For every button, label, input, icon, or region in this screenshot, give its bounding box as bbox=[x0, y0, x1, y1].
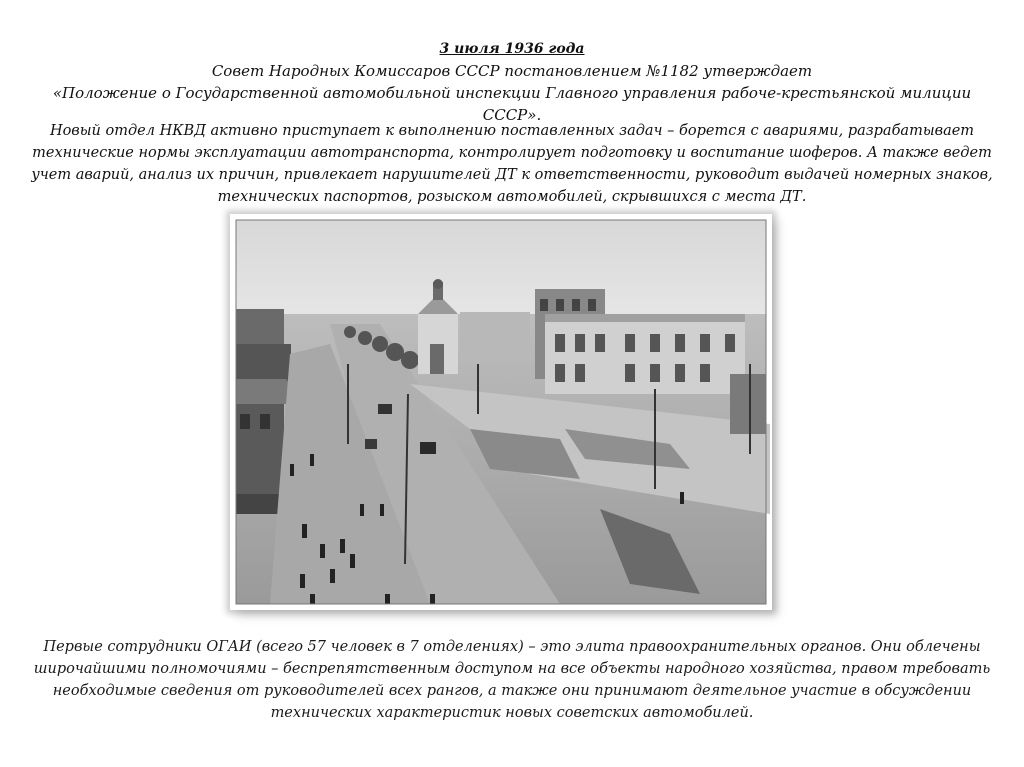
header bbox=[40, 38, 984, 126]
paragraph-1: Новый отдел НКВД активно приступает к выполнению поставленных задач – борется с авариями, разрабатывает технические нормы эксплуатации автотранспорта, контролирует подготовку и воспитание шоферов. А также ведет учет аварий, анализ их причин, привлекает нарушителей ДТ к ответственности, руководит выдачей номерных знаков, технических паспортов, розыском автомобилей, скрывшихся с места ДТ. bbox=[31, 123, 993, 205]
header-line-2: «Положение о Государственной автомобильной инспекции Главного управления рабоче-крестьянской милиции СССР». bbox=[52, 84, 972, 124]
date-heading: 3 июля 1936 года bbox=[439, 41, 585, 57]
historic-street-photo-icon bbox=[230, 214, 772, 610]
paragraph-2: Первые сотрудники ОГАИ (всего 57 человек в 7 отделениях) – это элита правоохранительных органов. Они облечены широчайшими полномочиями – беспрепятственным доступом на все объекты народного хозяйства, правом требовать необходимые сведения от руководителей всех рангов, а также они принимают деятельное участие в обсуждении технических характеристик новых советских автомобилей. bbox=[33, 639, 991, 721]
historic-photo bbox=[230, 214, 772, 610]
header-line-1: Совет Народных Комиссаров СССР постановлением №1182 утверждает bbox=[211, 62, 813, 80]
